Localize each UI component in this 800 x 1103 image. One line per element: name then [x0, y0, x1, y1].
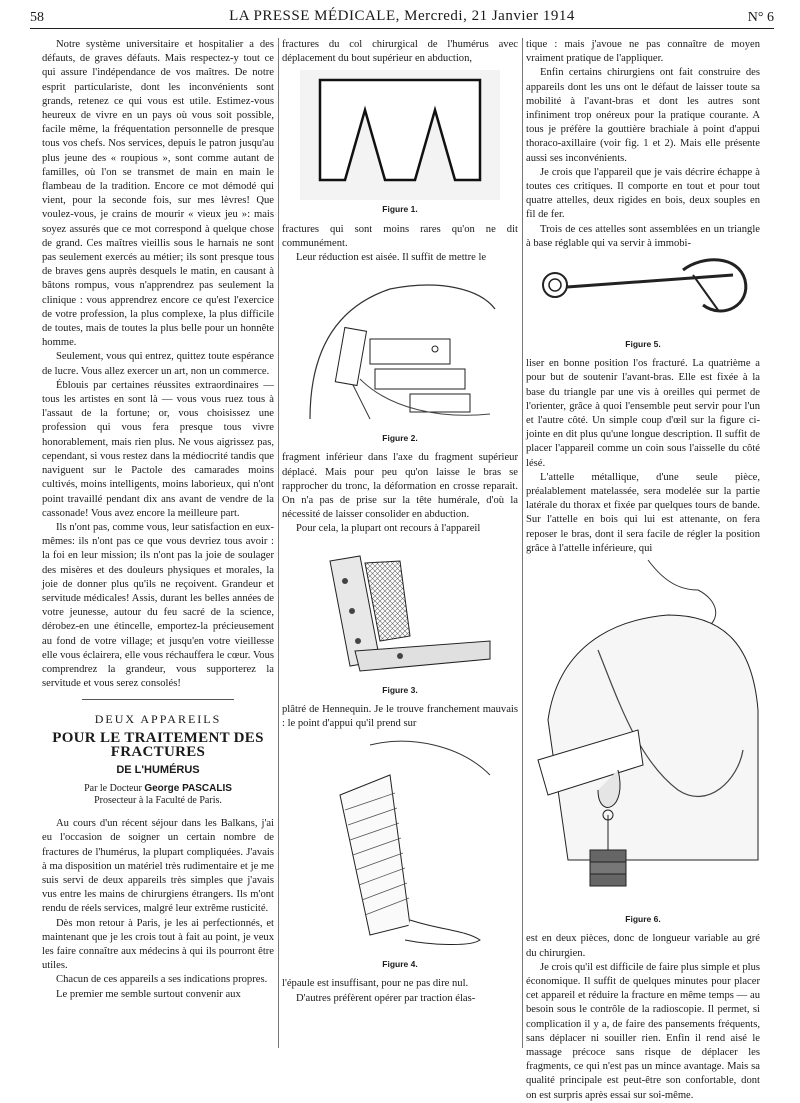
paragraph: D'autres préfèrent opérer par traction élas-	[296, 992, 476, 1004]
column-3	[526, 38, 761, 1101]
paragraph: Éblouis par certaines réussites extraordinaires — tous les artistes en sont là — vous vous ruez tous à l'assaut de la fortune; or, vous choisissez une profession qui vous fera presque tous vivre honorablement, mais rien plus. Ne vous aigrissez pas, cependant, si vous restez dans la médiocrité tandis que naviguent sur le Pactole des camarades moins cultivés, moins intelligents, moins laborieux, qui n'ont point travaillé pendant dix ans avant de vendre de la cassonade! Vous avez encore la meilleure part.	[42, 379, 274, 519]
paragraph: Ils n'ont pas, comme vous, leur satisfaction en eux-mêmes: ils n'ont pas ce que vous devriez tous avoir : la foi en leur mission; ils n'ont pas la joie de soulager des misères et des douleurs physiques et morales, la joie de donner plus qu'ils ne reçoivent. Grandeur et servitude médicales! Assis, durant les belles années de votre jeunesse, autour du feu sacré de la science, dérobez-en une étincelle, emportez-la précieusement au fond de votre village; et jusqu'en votre vieillesse elle vous éclairera, elle vous réchauffera le cœur. Vous comprendrez la grandeur, vous supporterez la servitude et vous serez consolés!	[42, 521, 274, 690]
figure-caption: Figure 3.	[382, 684, 418, 695]
paragraph: plâtré de Hennequin. Je le trouve franchement mauvais : le point d'appui qu'il prend sur	[282, 703, 518, 730]
column-rule	[522, 38, 523, 1048]
author-name: George PASCALIS	[144, 783, 232, 795]
figure-6	[526, 560, 760, 926]
paragraph: l'épaule est insuffisant, pour ne pas dire nul.	[282, 978, 469, 990]
splint-frame-illustration	[533, 255, 753, 335]
paragraph: est en deux pièces, donc de longueur variable au gré du chirurgien.	[526, 933, 760, 959]
journal-name: LA PRESSE MÉDICALE	[229, 8, 396, 24]
paragraph: fractures qui sont moins rares qu'on ne dit communément.	[282, 223, 518, 249]
paragraph: fractures du col chirurgical de l'humérus avec déplacement du bout supérieur en abduction,	[282, 39, 518, 65]
figure-4	[282, 735, 518, 971]
bandaged-arm-illustration	[300, 735, 500, 955]
figure-caption: Figure 5.	[625, 339, 661, 350]
article-kicker: DEUX APPAREILS	[94, 712, 222, 727]
article-subtitle: DE L'HUMÉRUS	[116, 763, 200, 776]
column-2	[282, 38, 518, 1048]
issue-number: N° 6	[747, 10, 774, 25]
column-1	[42, 38, 274, 1048]
article-title: POUR LE TRAITEMENT DES FRACTURES	[52, 729, 264, 760]
arm-splint-illustration	[300, 269, 500, 429]
paragraph: Enfin certains chirurgiens ont fait construire des appareils dont les uns ont le défaut de laisser toute sa mobilité à l'avant-bras et dont les autres sont infiniment trop onéreux pour la pratique courante. A tous je préfère la gouttière brachiale à point d'appui thoraco-axillaire (voir fig. 1 et 2). Mais elle présente aussi ses inconvénients.	[526, 67, 760, 164]
article-heading	[42, 712, 274, 777]
figure-3	[282, 541, 518, 697]
patient-with-apparatus-illustration	[528, 560, 758, 910]
paragraph: Je crois que l'appareil que je vais décrire échappe à toutes ces critiques. Il comporte en tout et pour tout quatre attelles, deux rigides en bois, deux souples en fil de fer.	[526, 166, 760, 221]
figure-1	[282, 70, 518, 216]
splint-pattern-illustration	[300, 70, 500, 200]
paragraph: Je crois qu'il est difficile de faire plus simple et plus économique. Il suffit de quelques minutes pour placer cet appareil et réduire la fracture en même temps — au besoin sous le contrôle de la radioscopie. Il permet, si complication il y a, de faire des pansements fréquents, sans déplacer ni souiller rien. Enfin il rend aisé le massage précoce sans risque de déplacer les fragments, ce qui n'est pas un mince avantage. Mais sa qualité principale est peut-être son confortable, dont on est surpris après essai sur soi-même.	[526, 961, 761, 1101]
paragraph: liser en bonne position l'os fracturé. La quatrième a pour but de soutenir l'avant-bras. Elle est fixée à la base du triangle par une vis à oreilles qui permet de l'orienter, grâce à quoi l'ensemble peut servir pour l'un et l'autre côté. Un simple coup d'œil sur la figure ci-jointe en dit plus qu'une longue description. Il suffit de placer l'appareil comme un coin sous l'aisselle du côté lésé.	[526, 358, 760, 469]
figure-caption: Figure 2.	[382, 433, 418, 444]
issue-date: , Mercredi, 21 Janvier 1914	[395, 8, 575, 24]
paragraph: L'attelle métallique, d'une seule pièce, préalablement matelassée, sera modelée sur la partie latérale du thorax et fixée par quelques tours de bande. Sur l'attelle en bois qui lui est attenante, on fera reposer le bras, dont il sera facile de régler la position grâce à l'attelle inférieure, qui	[526, 471, 760, 554]
figure-caption: Figure 4.	[382, 959, 418, 970]
paragraph: Le premier me semble surtout convenir aux	[56, 988, 241, 1000]
hinged-splint-illustration	[300, 541, 500, 681]
page-number: 58	[30, 10, 44, 25]
byline-prefix: Par le Docteur	[84, 783, 145, 795]
paragraph: Leur réduction est aisée. Il suffit de mettre le	[296, 252, 487, 264]
figure-caption: Figure 1.	[382, 204, 418, 215]
paragraph: fragment inférieur dans l'axe du fragment supérieur déplacé. Mais pour peu qu'on laisse le bras se rapprocher du tronc, la déformation en crosse reparait. On n'a pas de prise sur la tête humérale, d'où la nécessité de laisser consolider en abduction.	[282, 452, 518, 521]
paragraph: Notre système universitaire et hospitalier a des défauts, de graves défauts. Mais respectez-y tout ce qui assure l'indépendance de vos maîtres. De notre esprit particulariste, dont les inconvénients sont grands, retenez ce qui vous est utile. Estimez-vous heureux de vivre en un pays où vous soit possible, facile même, la fréquentation personnelle de presque tous vos chefs. Nos services, depuis le patron jusqu'au plus jeune des « roupious », sont comme autant de familles, où l'on se transmet de main en main le flambeau de la tradition. Encore ce mot démodé qui vient, pour la seconde fois, sur mes lèvres! Que voulez-vous, je crains de mourir « vieux jeu »: mais soyez assurés que ce mot correspond à quelque chose de grand. Ces maîtres vieillis sous le harnais ne sont pas seulement exercés au métier; ils sont presque tous de braves gens auprès desquels le matin, en causant à bâtons rompus, vous n'apprendrez pas seulement la clinique : vous apprendrez encore ce qu'est l'exercice de votre profession, la plus complexe, la plus difficile de toutes, mais de toutes la plus belle pour un honnête homme.	[42, 39, 274, 349]
paragraph: Pour cela, la plupart ont recours à l'appareil	[296, 523, 481, 535]
journal-title	[30, 8, 774, 25]
byline	[42, 783, 274, 807]
paragraph: Au cours d'un récent séjour dans les Balkans, j'ai eu l'occasion de soigner un certain nombre de fractures de l'humérus, la plupart compliquées. J'avais à ma disposition un matériel très rudimentaire et je me suis servi de deux appareils très simples que j'avais vus entre les mains de chirurgiens étrangers. Ils m'ont rendu de réels services, malgré leur extrême rusticité.	[42, 818, 274, 915]
paragraph: Dès mon retour à Paris, je les ai perfectionnés, et maintenant que je les crois tout à fait au point, je veux les faire connaître aux médecins à qui ils pourront être utiles.	[42, 917, 274, 972]
figure-5	[526, 255, 760, 351]
figure-2	[282, 269, 518, 445]
section-divider	[82, 699, 234, 700]
paragraph: Trois de ces attelles sont assemblées en un triangle à base réglable qui va servir à immobi-	[526, 223, 760, 249]
paragraph: Seulement, vous qui entrez, quittez toute espérance de lucre. Vous allez exercer un art, non un commerce.	[42, 351, 274, 377]
paragraph: Chacun de ces appareils a ses indications propres.	[56, 974, 268, 986]
column-rule	[278, 38, 279, 1048]
author-affiliation: Prosecteur à la Faculté de Paris.	[94, 795, 222, 807]
page-header	[30, 6, 774, 29]
paragraph: tique : mais j'avoue ne pas connaître de moyen vraiment pratique de l'appliquer.	[526, 39, 760, 65]
figure-caption: Figure 6.	[625, 914, 661, 925]
